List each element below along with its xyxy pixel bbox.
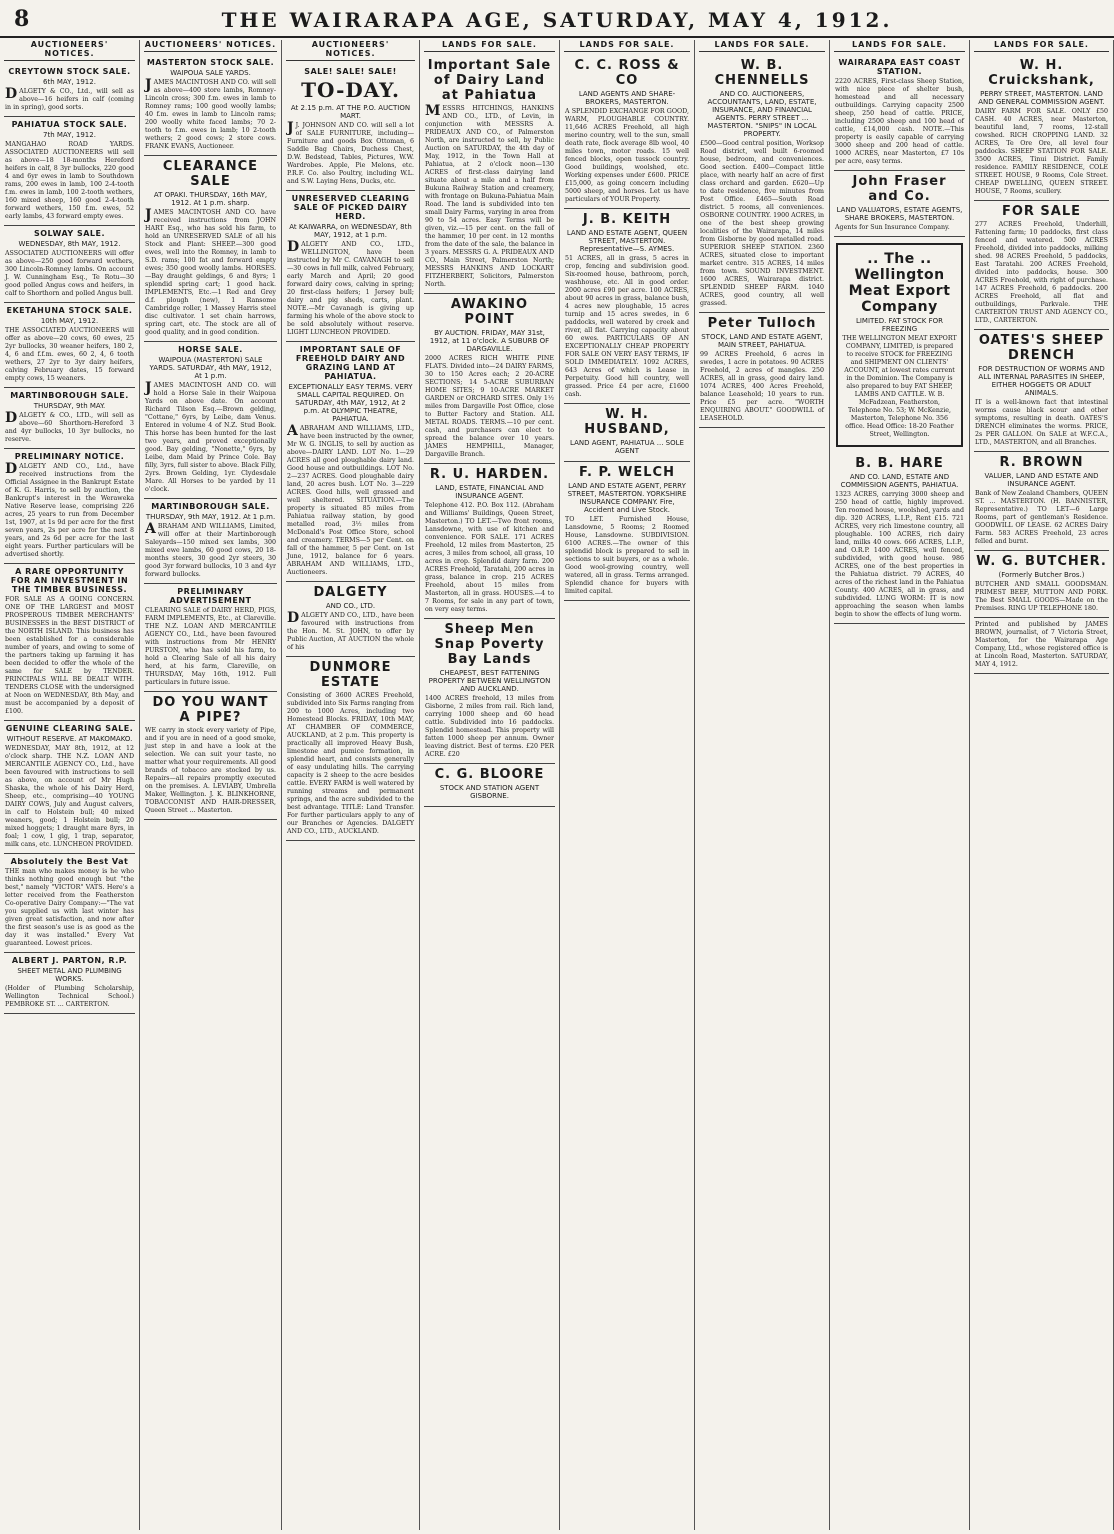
ad-body: [835, 224, 964, 232]
newspaper-title: THE WAIRARAPA AGE, SATURDAY, MAY 4, 1912.: [221, 8, 893, 32]
column-header: LANDS FOR SALE.: [424, 40, 555, 52]
ad-subtitle: CHEAPEST, BEST FATTENING PROPERTY BETWEEN WELLINGTON AND AUCKLAND.: [428, 669, 551, 693]
ad-body: [700, 140, 824, 308]
ad-body: [5, 745, 134, 849]
drop-capital: A: [145, 521, 156, 537]
column-header: LANDS FOR SALE.: [699, 40, 825, 52]
ad-headline: TO-DAY.: [301, 78, 400, 102]
ad-subtitle: AND CO. LAND, ESTATE AND COMMISSION AGENTS, PAHIATUA.: [840, 473, 959, 489]
ad-body-text: ALGETY & CO., Ltd., will sell as above—16 heifers in calf (coming in in spring), good sorts.: [5, 88, 134, 111]
ad-subtitle: LAND AGENTS AND SHARE-BROKERS, MASTERTON.: [578, 90, 676, 106]
drop-capital: M: [425, 103, 441, 119]
advertisement: [834, 453, 965, 624]
ad-body: [145, 523, 276, 579]
ad-body-text: THE ASSOCIATED AUCTIONEERS will offer as above—20 cows, 60 ewes, 25 2yr bullocks, 30 weaner heifers, 180 2, 4, 6 and f.f.m. ewes, 60 2, 4, 6 tooth wethers, 27 2yr to 3yr dairy heifers, calving February dates, 15 forward empty cows, 15 weaners.: [5, 327, 134, 382]
ad-subtitle: PERRY STREET, MASTERTON. LAND AND GENERAL COMMISSION AGENT.: [978, 90, 1105, 106]
ad-title: WAIRARAPA EAST COAST STATION.: [838, 58, 961, 76]
ad-body: [700, 351, 824, 423]
ad-body: [975, 581, 1108, 613]
advertisement: [424, 294, 555, 464]
ad-subtitle: LAND AND ESTATE AGENT, PERRY STREET, MASTERTON. YORKSHIRE INSURANCE COMPANY. Fire, Accident and Live Stock.: [567, 482, 687, 514]
drop-capital: J: [145, 380, 152, 396]
ad-body: [287, 122, 414, 186]
advertisement: [836, 243, 963, 447]
ad-body-text: THE WELLINGTON MEAT EXPORT COMPANY, LIMITED, is prepared to receive STOCK for FREEZING and SHIPMENT ON CLIENTS' ACCOUNT, at lowest rates current in the Dominion. The Company is also prepared to buy FAT SHEEP, LAMBS AND CATTLE. W. B. McFadzean, Featherston, Telephone No. 53; W. McKenzie, Masterton, Telephone No. 356 office. Head Office: 18-20 Feather Street, Wellington.: [842, 335, 957, 438]
advertisement: [974, 551, 1109, 618]
ad-subtitle: WAIPOUA (MASTERTON) SALE YARDS. SATURDAY, 4th MAY, 1912, At 1 p.m.: [149, 356, 272, 380]
ad-title: C. C. ROSS & CO: [574, 58, 680, 88]
ad-body-text: Agents for Sun Insurance Company.: [835, 224, 950, 231]
ad-title: IMPORTANT SALE OF FREEHOLD DAIRY AND GRAZING LAND AT PAHIATUA.: [295, 345, 406, 381]
advertisement: [564, 404, 690, 462]
ad-title: PRELIMINARY ADVERTISEMENT: [169, 587, 252, 605]
ad-title: C. G. BLOORE: [434, 767, 545, 782]
advertisement: [424, 464, 555, 619]
column-header: LANDS FOR SALE.: [834, 40, 965, 52]
column-header: LANDS FOR SALE.: [564, 40, 690, 52]
ad-subtitle: (Formerly Butcher Bros.): [998, 571, 1085, 579]
column-header: AUCTIONEERS' NOTICES.: [144, 40, 277, 52]
ad-title: W. H. HUSBAND,: [584, 407, 670, 437]
ad-body-text: WEDNESDAY, MAY 8th, 1912, at 12 o'clock sharp. THE N.Z. LOAN AND MERCANTILE AGENCY CO., Ltd., have been favoured with instructions to sell as above, on account of Mr Hugh Shaska, the whole of his Dairy Herd, Sheep, etc., comprising—40 YOUNG DAIRY COWS, July and August calvers, in calf to Holstein bull; 40 mixed weaners, good; 1 Holstein bull; 20 mixed hoggets; 1 draught mare 8yrs, in foal; 1 cow, 1 gig, 1 trap, separator, milk cans, etc. LUNCHEON PROVIDED.: [5, 745, 134, 848]
ad-body: [5, 412, 134, 444]
ad-title: MARTINBOROUGH SALE.: [151, 502, 270, 511]
ad-body: [5, 88, 134, 112]
ad-body-text: ALGETY AND CO., LTD., WELLINGTON, have been instructed by Mr C. CAVANAGH to sell—30 cows in full milk, calved February, early March and April; 20 good forward dairy cows, calving in spring; 20 first-class heifers; 1 Jersey bull; dairy and pig sheds, carts, plant. NOTE.—Mr Cavanagh is giving up farming his whole of the above stock to be sold absolutely without reserve. LIGHT LUNCHEON PROVIDED.: [287, 241, 414, 336]
ad-body: [145, 727, 276, 815]
ad-body: [975, 490, 1108, 546]
ad-title: MARTINBOROUGH SALE.: [10, 391, 129, 400]
ad-title: GENUINE CLEARING SALE.: [5, 724, 134, 733]
ad-body-text: BUTCHER AND SMALL GOODSMAN. PRIMEST BEEF, MUTTON AND PORK. The Best SMALL GOODS—Made on the Premises. RING UP TELEPHONE 180.: [975, 581, 1108, 612]
ad-body: [425, 502, 554, 614]
ad-title: F. P. WELCH: [579, 465, 675, 480]
column-1: [0, 40, 140, 1530]
ad-title: DO YOU WANT A PIPE?: [152, 695, 269, 725]
ad-body-text: ESSRS HITCHINGS, HANKINS AND CO., LTD., of Levin, in conjunction with MESSRS A. PRIDEAUX AND CO., of Palmerston North, are instructed to sell, by Public Auction on SATURDAY, the 4th day of May, 1912, in the Town Hall at Pahiatua, at 2 o'clock noon—130 ACRES of first-class dairying land situate about a mile and a half from Bukuna Railway Station and creamery, with frontage on Bukuna-Pahiatua Main Road. The land is subdivided into ten small Dairy Farms, varying in area from 90 to 54 acres. Easy Terms will be given, viz.—15 per cent. on the fall of the hammer, 10 per cent. in 12 months from the date of the sale, the balance in 3 years. MESSRS G. A. PRIDEAUX AND CO., Main Street, Palmerston North; MESSRS HANKINS AND LOCKART FITZHERBERT, Solicitors, Palmerston North.: [425, 105, 554, 288]
advertisement: [144, 156, 277, 342]
drop-capital: D: [5, 461, 18, 477]
ad-body-text: 1400 ACRES freehold, 13 miles from Gisborne, 2 miles from rail. Rich land, carrying 1000 sheep and 60 head cattle. Subdivided into 16 paddocks. Splendid homestead. This property will fatten 1000 sheep per annum. Owner leaving district. Best of terms. £20 PER ACRE. £20: [425, 695, 554, 758]
ad-subtitle: THURSDAY, 9th MAY, 1912. At 1 p.m.: [145, 513, 276, 521]
ad-body-text: Consisting of 3600 ACRES Freehold, subdivided into Six Farms ranging from 200 to 1000 Acres, including two Homestead Blocks. FRIDAY, 10th MAY, AT CHAMBER OF COMMERCE, AUCKLAND, at 2 p.m. This property is practically all improved Heavy Bush, limestone and pumice formation, in splendid heart, and consists generally of easy undulating hills. The carrying capacity is 2 sheep to the acre besides cattle. EVERY FARM is well watered by running streams and permanent springs, and the acre subdivided to the best advantage. TITLE: Land Transfer. For further particulars apply to any of our Branches or Agencies. DALGETY AND CO., LTD., AUCKLAND.: [287, 692, 414, 835]
advertisement: [286, 191, 415, 342]
ad-subtitle: WAIPOUA SALE YARDS.: [170, 69, 251, 77]
ad-title: Sheep Men Snap Poverty Bay Lands: [434, 622, 545, 667]
ad-body-text: ALGETY AND CO., LTD., have been favoured with instructions from the Hon. M. St. JOHN, to offer by Public Auction, AT AUCTION the whole of his: [287, 612, 414, 651]
ad-body-text: AMES MACINTOSH AND CO. will sell as above—400 store lambs, Romney-Lincoln cross; 300 f.m. ewes in lamb to Romney rams; 100 good woolly lambs; 40 f.m. ewes in lamb to Lincoln rams; 200 woolly white faced lambs; 70 2-tooth to f.m. ewes in lamb; 10 2-tooth wethers; 2 good cows; 2 store cows. FRANK EVANS, Auctioneer.: [145, 79, 276, 150]
ad-subtitle: EXCEPTIONALLY EASY TERMS. VERY SMALL CAPITAL REQUIRED. On SATURDAY, 4th MAY, 1912, At 2 p.m. At OLYMPIC THEATRE, PAHIATUA.: [288, 383, 413, 423]
advertisement: [144, 584, 277, 692]
column-5: [560, 40, 695, 1530]
ad-body: [5, 141, 134, 221]
advertisement: [834, 55, 965, 171]
column-6: [695, 40, 830, 1530]
ad-body: [5, 463, 134, 559]
advertisement: [4, 117, 135, 226]
ad-body-text: ABRAHAM AND WILLIAMS, LTD., have been instructed by the owner, Mr W. G. INGLIS, to sell by auction as above—DAIRY LAND. LOT No. 1—29 ACRES all good ploughable dairy land. Good house and outbuildings. LOT No. 2—237 ACRES. Good ploughable dairy land, 20 acres bush. LOT No. 3—229 ACRES. Good hills, well grassed and well sheltered. SITUATION.—The property is situated 85 miles from Pahiatua railway station, by good metalled road, 3½ miles from McDonald's Post Office Store, school and creamery. TERMS—5 per Cent. on fall of the hammer, 5 per Cent. on 1st June, 1912, balance for 6 years. ABRAHAM AND WILLIAMS, LTD., Auctioneers.: [287, 425, 414, 576]
ad-body-text: AMES MACINTOSH AND CO. will hold a Horse Sale in their Waipoua Yards on above date. On account Richard Tilson Esq.—Brown gelding, "Cottane," 6yrs, by Leibe, dam Venus. Entered in volume 4 of N.Z. Stud Book. This horse has been hunted for the last two years, and proved exceptionally good. Bay gelding, "Nonette," 6yrs, by Leibe, dam Maid by Prince Cole. Bay filly, 3yrs, full sister to above. Black Filly, 2yrs. Brown Gelding, 1yr. Clydesdale Mare. All Horses to be yarded by 11 o'clock.: [145, 382, 276, 493]
ad-title: J. B. KEITH: [582, 212, 672, 227]
ad-title: SOLWAY SALE.: [33, 229, 106, 238]
ad-subtitle: 6th MAY, 1912.: [43, 78, 96, 86]
ad-body-text: ASSOCIATED AUCTIONEERS will offer as above—250 good forward wethers, 300 Lincoln-Romney lambs. On account J. W. Cunningham Esq., Te Rotu—30 good polled Angus cows and heifers, in calf to Shorthorn and polled Angus bull.: [5, 250, 134, 297]
ad-body-text: ALGETY & CO., LTD., will sell as above—60 Shorthorn-Hereford 3 and 4yr bullocks, 10 3yr bullocks, no reserve.: [5, 412, 134, 443]
ad-body: [565, 108, 689, 204]
ad-body: [287, 692, 414, 836]
ad-body-text: (Holder of Plumbing Scholarship, Wellington Technical School.) PEMBROKE ST. ... CARTERTON.: [5, 985, 134, 1008]
ad-title: Important Sale of Dairy Land at Pahiatua: [427, 58, 552, 103]
advertisement: [974, 55, 1109, 201]
ad-subtitle: STOCK, LAND AND ESTATE AGENT, MAIN STREET, PAHIATUA.: [701, 333, 823, 349]
ad-subtitle: 10th MAY, 1912.: [40, 317, 99, 325]
drop-capital: J: [287, 120, 294, 136]
ad-body: [425, 105, 554, 289]
ad-subtitle: LAND, ESTATE, FINANCIAL AND INSURANCE AGENT.: [435, 484, 544, 500]
page-number: 8: [14, 6, 30, 32]
advertisement: [286, 582, 415, 657]
advertisement: [4, 388, 135, 449]
ad-title: A RARE OPPORTUNITY FOR AN INVESTMENT IN THE TIMBER BUSINESS.: [10, 567, 129, 594]
ad-title: CREYTOWN STOCK SALE.: [8, 67, 131, 76]
ad-subtitle: STOCK AND STATION AGENT GISBORNE.: [439, 784, 540, 800]
advertisement: [4, 64, 135, 117]
advertisement: [4, 854, 135, 953]
ad-title: UNRESERVED CLEARING SALE OF PICKED DAIRY HERD.: [291, 194, 410, 221]
ad-subtitle: LAND AGENT, PAHIATUA ... SOLE AGENT: [570, 439, 684, 455]
ad-subtitle: AND CO. AUCTIONEERS, ACCOUNTANTS, LAND, ESTATE, INSURANCE, AND FINANCIAL AGENTS. PERRY STREET ... MASTERTON. "SNIPS" IN LOCAL PROPERTY.: [707, 90, 817, 138]
advertisement: [4, 953, 135, 1014]
ad-body-text: 2220 ACRES, First-class Sheep Station, with nice piece of shelter bush, homestead and all necessary outbuildings. Carrying capacity 2500 sheep, 250 head of cattle. PRICE, including 2500 sheep and 100 head of cattle, £14,000 cash. NOTE.—This property is easily capable of carrying 3000 sheep and 200 head of cattle. 1000 ACRES, near Masterton, £7 10s per acre, easy terms.: [835, 78, 964, 165]
ad-title: PRELIMINARY NOTICE.: [14, 452, 125, 461]
advertisement: [286, 342, 415, 582]
ad-body: [145, 382, 276, 494]
ad-body: [5, 327, 134, 383]
advertisement: [974, 330, 1109, 452]
ad-body: [5, 868, 134, 948]
ad-body-text: Telephone 412. P.O. Box 112. (Abraham and Williams' Buildings, Queen Street, Masterton.) TO LET.—Two front rooms, Lansdowne, with use of kitchen and convenience. FOR SALE. 171 ACRES Freehold, 12 miles from Masterton, 25 acres, 3 miles from school, all grass, 10 acres in crop. Splendid dairy farm. 200 ACRES Freehold, Taratahi, 200 acres in grass, balance in crop. 215 ACRES Freehold, about 15 miles from Masterton, all in grass. HOUSES.—4 to 7 Rooms, for sale in any part of town, on very easy terms.: [425, 502, 554, 613]
drop-capital: A: [287, 423, 298, 439]
ad-title: DALGETY: [313, 585, 388, 600]
drop-capital: D: [287, 239, 300, 255]
ad-body-text: 51 ACRES, all in grass, 5 acres in crop, fencing and subdivision good. Six-roomed house, bathroom, porch, washhouse, etc. All in good order. 2000 acres £90 per acre. 100 ACRES, about 90 acres in grass, balance bush, 4 acres new ploughable, 15 acres turnip and 15 acres swedes, in 6 paddocks, well watered by creek and river, all flat. Carrying capacity about 60 ewes. PARTICULARS OF AN EXCEPTIONALLY CHEAP PROPERTY FOR SALE ON VERY EASY TERMS, IF SOLD IMMEDIATELY. 1092 ACRES, 643 Acres of which is Lease in Perpetuity. Good hill country, well grassed. Price £4 per acre, £1600 cash.: [565, 255, 689, 398]
ad-body-text: A SPLENDID EXCHANGE FOR GOOD, WARM, PLOUGHABLE COUNTRY. 11,646 ACRES Freehold, all high merino country, well to the sun, small death rate, flock average 8lb wool, 40 miles town, motor roads. 15 well fenced blocks, open tussock country. Good buildings, woolshed, etc. Working expenses under £600. PRICE £15,000, as going concern including 5000 sheep, and horses. Let us have particulars of YOUR Property.: [565, 108, 689, 203]
ad-body-text: IT is a well-known fact that intestinal worms cause black scour and other symptoms, resulting in death. OATES'S DRENCH eliminates the worms. PRICE, 2s PER GALLON. On SALE at W.F.C.A., LTD., MASTERTON, and all Branches.: [975, 399, 1108, 446]
advertisement: [424, 619, 555, 764]
advertisement: [144, 692, 277, 820]
ad-body: [5, 250, 134, 298]
ad-subtitle: AT OPAKI. THURSDAY, 16th MAY, 1912. At 1 p.m. sharp.: [153, 191, 268, 207]
ad-title: HORSE SALE.: [178, 345, 243, 354]
ad-body-text: 1323 ACRES, carrying 3000 sheep and 250 head of cattle, highly improved. Ten roomed house, woolshed, yards and dip. 320 ACRES, L.I.P., Rent £15. 721 ACRES, very rich limestone country, all ploughable. 100 ACRES, rich dairy land, milks 40 cows. 666 ACRES, L.I.P., and O.R.P. 1400 ACRES, well fenced, subdivided, with good house. 986 ACRES, one of the best properties in the Pahiatua district. 79 ACRES, 40 acres of the richest land in the Pahiatua County. 400 ACRES, all in grass, and subdivided. LUNG WORM: IT is now approaching the season when lambs begin to show the effects of lung worm.: [835, 491, 964, 618]
ad-subtitle: LAND VALUATORS, ESTATE AGENTS, SHARE BROKERS, MASTERTON.: [836, 206, 963, 222]
advertisement: [4, 303, 135, 388]
ad-body: [287, 425, 414, 577]
column-3: [282, 40, 420, 1530]
ad-body: [5, 985, 134, 1009]
ad-subtitle: At KAIWARRA, on WEDNESDAY, 8th MAY, 1912, at 1 p.m.: [289, 223, 412, 239]
advertisement: [4, 226, 135, 303]
ad-subtitle: AND CO., LTD.: [325, 602, 376, 610]
ad-body: [975, 221, 1108, 325]
ad-subtitle: 7th MAY, 1912.: [43, 131, 96, 139]
advertisement: [564, 55, 690, 209]
advertisement: [424, 55, 555, 294]
ad-title: W. G. BUTCHER.: [976, 554, 1107, 569]
ad-body-text: 277 ACRES Freehold, Underhill, Fattening farm; 10 paddocks, first class fenced and watered. 500 ACRES Freehold, divided into paddocks, milking shed. 98 ACRES Freehold, 5 paddocks, East Taratahi. 200 ACRES Freehold, divided into paddocks, house. 300 ACRES Freehold, with right of purchase. 147 ACRES Freehold, 6 paddocks. 200 ACRES Freehold, all flat and outbuildings, Parkvale. THE CARTERTON TRUST AND AGENCY CO., LTD., CARTERTON.: [975, 221, 1108, 324]
drop-capital: D: [287, 610, 300, 626]
advertisement: [286, 657, 415, 841]
ad-body: [835, 491, 964, 619]
ad-body: [975, 399, 1108, 447]
ad-subtitle: LIMITED. FAT STOCK FOR FREEZING: [855, 317, 944, 333]
ad-body-text: WE carry in stock every variety of Pipe, and if you are in need of a good smoke, just step in and have a look at the selection. We can suit your taste, no matter what your requirements. All good brands of tobacco are stocked by us. Repairs—all repairs promptly executed on the premises. A. LEVIABY, Umbrella Maker, Wellington. J. K. BLINKHORNE, TOBACCONIST AND HAIR-DRESSER, Queen Street ... Masterton.: [145, 727, 276, 814]
ad-body-text: CLEARING SALE of DAIRY HERD, PIGS, FARM IMPLEMENTS, Etc., at Clareville. THE N.Z. LOAN AND MERCANTILE AGENCY CO., Ltd., have been favoured with instructions from Mr HENRY PURSTON, who has sold his farm, to hold a Clearing Sale of all his dairy herd, at his farm, Clareville, on THURSDAY, May 16th, 1912. Full particulars in future issue.: [145, 607, 276, 686]
ad-body: [425, 355, 554, 459]
advertisement: [144, 342, 277, 499]
advertisement: [144, 55, 277, 156]
ad-body: [975, 621, 1108, 669]
ad-title: DUNMORE ESTATE: [309, 660, 392, 690]
ad-title: Peter Tulloch: [707, 316, 817, 331]
ad-body: [565, 516, 689, 596]
ad-title: R. U. HARDEN.: [429, 467, 550, 482]
column-header: AUCTIONEERS' NOTICES.: [286, 40, 415, 61]
ad-body-text: 2000 ACRES RICH WHITE PINE FLATS. Divided into—24 DAIRY FARMS, 30 to 150 Acres each; 2 20-ACRE SECTIONS; 14 5-ACRE SUBURBAN HOME SITES; 9 10-ACRE MARKET GARDEN or ORCHARD SITES. Only 1½ miles from Dargaville Post Office, close to Butter Factory and Station. ALL METAL ROADS. TERMS.—10 per cent. cash, and purchasers can elect to spread the balance over 10 years. JAMES HEMPHILL, Manager, Dargaville Branch.: [425, 355, 554, 458]
advertisement: [424, 764, 555, 807]
ad-title: EKETAHUNA STOCK SALE.: [6, 306, 133, 315]
ad-title: B. B. HARE: [855, 456, 944, 471]
ad-title: PAHIATUA STOCK SALE.: [11, 120, 128, 129]
ad-subtitle: WITHOUT RESERVE. AT MAKOMAKO.: [6, 735, 133, 743]
advertisement: [564, 462, 690, 601]
ad-body-text: TO LET. Furnished House, Lansdowne, 5 Rooms; 2 Roomed House, Lansdowne. SUBDIVISION. 6100 ACRES.—The owner of this splendid block is prepared to sell in sections to suit buyers, or as a whole. Good wool-growing country, well watered, all in grass. Terms arranged. Splendid chance for buyers with limited capital.: [565, 516, 689, 595]
column-4: [420, 40, 560, 1530]
drop-capital: J: [145, 207, 152, 223]
ad-title: SALE! SALE! SALE!: [304, 67, 397, 76]
ad-title: John Fraser and Co.: [852, 174, 947, 204]
column-8: [970, 40, 1114, 1530]
ad-body-text: J. JOHNSON AND CO. will sell a lot of SALE FURNITURE, including—Furniture and goods Box Ottoman, 6 Saddle Bag Chairs, Duchess Chest, D.W. Bedstead, Tables, Pictures, W.W. Wardrobes. Apple, Pie Melons, etc. P.R.F. Co. also Poultry, including W.L. and S.W. Laying Hens, Ducks, etc.: [287, 122, 414, 185]
ad-subtitle: VALUER, LAND AND ESTATE AND INSURANCE AGENT.: [984, 472, 1099, 488]
drop-capital: D: [5, 410, 18, 426]
ad-body: [5, 596, 134, 716]
advertisement: [834, 171, 965, 237]
ad-body-text: AMES MACINTOSH AND CO. have received instructions from JOHN HART Esq., who has sold his farm, to hold an UNRESERVED SALE of all his Stock and Plant: SHEEP.—300 good ewes, well into the Romney, in lamb to S.D. rams; 100 fat and forward empty ewes; 350 good woolly lambs. HORSES.—Bay draught geldings, 6 and 8yrs; 1 splendid spring cart; 1 good hack. IMPLEMENTS, Etc.—1 Red and Grey d.f. plough (new), 1 Ransome Cambridge roller, 1 Massey Harris steel disc cultivator. 1 set chain harrows, spring cart, etc. The stock are all of good quality, and in good condition.: [145, 209, 276, 336]
ad-body-text: Bank of New Zealand Chambers, QUEEN ST. ... MASTERTON. (H. BANNISTER, Representative.) TO LET—6 Large Rooms, part of gentleman's Residence. GOODWILL OF LEASE. 62 ACRES Dairy Farm. 583 ACRES Freehold, 23 acres felled and burnt.: [975, 490, 1108, 545]
ad-body-text: BRAHAM AND WILLIAMS, Limited, will offer at their Martinborough Saleyards—150 mixed sex lambs, 300 mixed ewe lambs, 60 good cows, 20 18-months steers, 30 good 2yr steers, 30 good 3yr forward bullocks, 10 3 and 4yr forward bullocks.: [145, 523, 276, 578]
advertisement: [4, 449, 135, 564]
advertisement: [974, 452, 1109, 551]
advertisement: [974, 618, 1109, 674]
ad-title: R. BROWN: [999, 455, 1084, 470]
ad-body-text: MANGAHAO ROAD YARDS. ASSOCIATED AUCTIONEERS will sell as above—18 18-months Hereford heifers in calf, 8 3yr bullocks, 220 good 4 and 6yr ewes in lamb to Southdown rams, 200 ewes in lamb, 100 2-4-tooth f.m. ewes in lamb, 100 2-tooth wethers, 160 mixed sheep, 160 good 2-4-tooth forward wethers, 150 f.m. ewes, 52 early lambs, 43 forward empty ewes.: [5, 141, 134, 220]
advertisement: [4, 564, 135, 721]
ad-body-text: DAIRY FARM FOR SALE. ONLY £50 CASH. 40 ACRES, near Masterton, beautiful land, 7 rooms, 12-stall cowshed. RICH CROPPING LAND. 32 ACRES, Te Ore Ore, all level four paddocks. SHEEP STATION FOR SALE. 3500 ACRES, Tinui District. Family residence. FAMILY RESIDENCE, COLE STREET. HOUSE, 9 Rooms, Cole Street. CHEAP DWELLING, QUEEN STREET. HOUSE, 7 Rooms, scullery.: [975, 108, 1108, 195]
ad-body-text: ALGETY AND CO., Ltd., have received instructions from the Official Assignee in the Bankrupt Estate of K. G. Harris, to sell by auction, the Bankrupt's interest in the Weraweka Native Reserve lease, comprising 226 acres, 25 years to run from December 1st, 1907, at 1s 9d per acre for the first seven years, 2s per acre for the next 8 years, and 2s 6d per acre for the last eight years. Further particulars will be advertised shortly.: [5, 463, 134, 558]
ad-body: [287, 612, 414, 652]
advertisement: [286, 64, 415, 191]
ad-body-text: FOR SALE AS A GOING CONCERN. ONE OF THE LARGEST and MOST PROSPEROUS TIMBER MERCHANTS' BUSINESSES in the BEST DISTRICT of the NORTH ISLAND. This business has been established for a considerable number of years, and owing to some of the partners taking up farming it has been decided to offer the whole of the same for SALE by TENDER. PRINCIPALS WILL BE DEALT WITH. TENDERS CLOSE with the undersigned at Noon on WEDNESDAY, 8th May, and must be accompanied by a deposit of £100.: [5, 596, 134, 715]
advertisement: [4, 721, 135, 854]
ad-title: Absolutely the Best Vat: [10, 857, 129, 866]
ad-body: [842, 335, 957, 439]
advertisement: [699, 55, 825, 313]
advertisement: [564, 209, 690, 404]
ad-subtitle: At 2.15 p.m. AT THE P.O. AUCTION MART.: [290, 104, 411, 120]
column-2: [140, 40, 282, 1530]
ad-title: ALBERT J. PARTON, R.P.: [11, 956, 128, 965]
ad-body: [975, 108, 1108, 196]
ad-title: OATES'S SHEEP DRENCH: [978, 333, 1105, 363]
ad-subtitle: LAND AND ESTATE AGENT, QUEEN STREET, MASTERTON. Representative—S. AYMES.: [566, 229, 688, 253]
drop-capital: D: [5, 86, 18, 102]
ad-title: W. H. Cruickshank,: [988, 58, 1095, 88]
ad-subtitle: FOR DESTRUCTION OF WORMS AND ALL INTERNAL PARASITES IN SHEEP, EITHER HOGGETS OR ADULT ANIMALS.: [978, 365, 1105, 397]
ad-body-text: £500—Good central position, Worksop Road district, well built 6-roomed house, bedroom, and conveniences. Good section. £400—Compact little place, with nearly half an acre of first class orchard and garden. £620—Up to date residence, five minutes from Post Office. £465—South Road district. 5 rooms, all conveniences. OSBORNE COUNTRY. 1900 ACRES, in one of the best sheep growing localities of the Wairarapa, 14 miles from Gisborne by good metalled road. SUPERIOR SHEEP STATION. 2360 ACRES, situated close to important market centre. 315 ACRES, 14 miles from town. SOUND INVESTMENT. 1600 ACRES, Wairarapa district. SPLENDID SHEEP FARM. 1040 ACRES, good country, all well grassed.: [700, 140, 825, 307]
column-header: LANDS FOR SALE.: [974, 40, 1109, 52]
ad-subtitle: WEDNESDAY, 8th MAY, 1912.: [18, 240, 121, 248]
ad-body: [425, 695, 554, 759]
ad-body: [565, 255, 689, 399]
ad-title: .. The .. Wellington Meat Export Company: [848, 251, 951, 315]
ad-body-text: Printed and published by JAMES BROWN, journalist, of 7 Victoria Street, Masterton, for the Wairarapa Age Company, Ltd., whose registered office is at Lincoln Road, Masterton. SATURDAY, MAY 4, 1912.: [975, 621, 1108, 668]
ad-body: [287, 241, 414, 337]
advertisement: [974, 201, 1109, 330]
ad-title: AWAKINO POINT: [450, 297, 529, 327]
ad-title: W. B. CHENNELLS: [714, 58, 810, 88]
ad-title: FOR SALE: [1001, 204, 1082, 219]
ad-subtitle: THURSDAY, 9th MAY.: [33, 402, 106, 410]
ad-body-text: 99 ACRES Freehold, 6 acres in swedes, 1 acre in potatoes. 90 ACRES Freehold, 2 acres of mangles. 250 ACRES, all in grass, good dairy land. 1074 ACRES, 400 Acres Freehold, balance Leasehold; 10 years to run. Price £5 per acre. "WORTH ENQUIRING ABOUT." GOODWILL of LEASEHOLD.: [700, 351, 824, 422]
advertisement: [144, 499, 277, 584]
ad-title: CLEARANCE SALE: [162, 159, 259, 189]
ad-body-text: THE man who makes money is he who thinks nothing good enough but "the best," namely "VICTOR" VATS. Here's a letter received from the Featherston Co-operative Dairy Company:—"The vat you supplied us with last winter has given great satisfaction, and now after the first season's use is as good as the day it was installed." Every Vat guaranteed. Lowest prices.: [5, 868, 134, 947]
ad-title: MASTERTON STOCK SALE.: [146, 58, 275, 67]
ad-body: [145, 607, 276, 687]
ad-subtitle: BY AUCTION. FRIDAY, MAY 31st, 1912, at 11 o'clock. A SUBURB OF DARGAVILLE.: [429, 329, 550, 353]
ad-body: [145, 209, 276, 337]
column-header: AUCTIONEERS' NOTICES.: [4, 40, 135, 61]
column-7: [830, 40, 970, 1530]
drop-capital: J: [145, 77, 152, 93]
ad-subtitle: SHEET METAL AND PLUMBING WORKS.: [17, 967, 122, 983]
ad-body: [145, 79, 276, 151]
ad-body: [835, 78, 964, 166]
masthead: [0, 0, 1114, 38]
advertisement: [699, 313, 825, 428]
